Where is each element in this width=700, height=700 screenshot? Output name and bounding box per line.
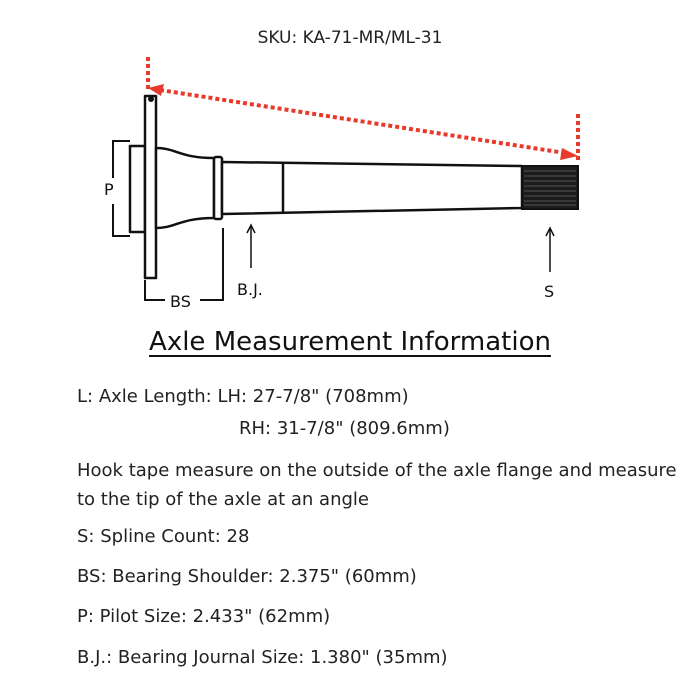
- bearing-journal-arrow: [247, 225, 255, 268]
- axle-length-lh: L: Axle Length: LH: 27-7/8" (708mm): [77, 386, 409, 407]
- bearing-journal-label: B.J.: [237, 280, 263, 299]
- spline-section: [522, 166, 578, 209]
- arrowhead-right: [560, 148, 578, 160]
- length-measurement-line: [148, 57, 578, 163]
- bearing-shoulder-spec: BS: Bearing Shoulder: 2.375" (60mm): [77, 566, 417, 587]
- flange-stud: [148, 96, 154, 102]
- bearing-journal-spec: B.J.: Bearing Journal Size: 1.380" (35mm): [77, 647, 448, 668]
- axle-diagram: [0, 0, 700, 330]
- arrowhead-left: [148, 84, 164, 96]
- pilot-bracket: [113, 141, 130, 236]
- spline-label: S: [544, 282, 555, 301]
- spline-count: S: Spline Count: 28: [77, 526, 250, 547]
- bearing-shoulder-label: BS: [170, 292, 191, 311]
- axle-shape: [130, 96, 522, 278]
- pilot-size-spec: P: Pilot Size: 2.433" (62mm): [77, 606, 331, 627]
- measure-instructions: Hook tape measure on the outside of the axle flange and measure to the tip of the axle at an angle: [77, 460, 677, 510]
- axle-length-rh: RH: 31-7/8" (809.6mm): [239, 418, 450, 439]
- spline-arrow: [546, 228, 554, 272]
- page-title: Axle Measurement Information: [149, 327, 551, 357]
- pilot-label: P: [104, 180, 114, 199]
- sku-text: SKU: KA-71-MR/ML-31: [257, 28, 443, 48]
